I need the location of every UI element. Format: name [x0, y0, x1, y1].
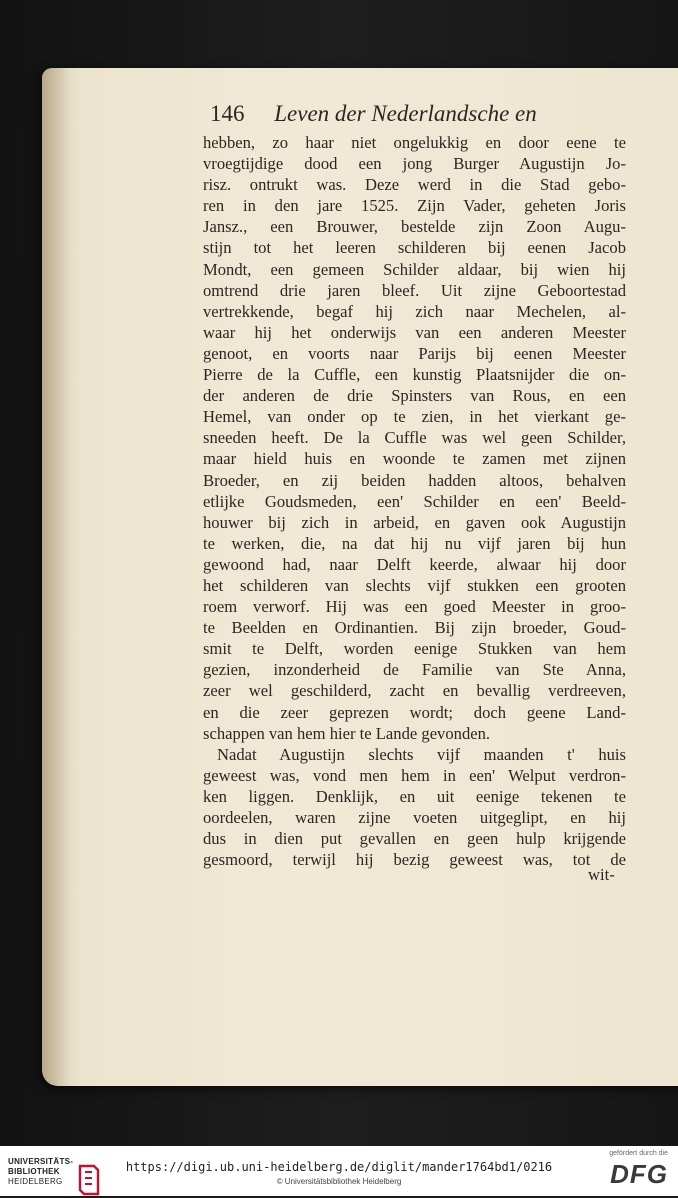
text-line: Mondt, een gemeen Schilder aldaar, bij wien hij: [203, 259, 626, 279]
text-line: te Beelden en Ordinantien. Bij zijn broeder, Goud-: [203, 618, 626, 638]
text-line: maar hield huis en woonde te zamen met zijnen: [203, 449, 626, 469]
text-line: etlijke Goudsmeden, een' Schilder en een' Beeld-: [203, 491, 626, 511]
dfg-logo[interactable]: DFG: [610, 1159, 668, 1189]
library-name-line2: BIBLIOTHEK: [8, 1167, 60, 1176]
copyright-notice: © Universitätsbibliothek Heidelberg: [276, 1177, 402, 1186]
text-line: oordeelen, waren zijne voeten uitgeglipt, en hij: [203, 808, 626, 827]
text-line: roem verworf. Hij was een goed Meester in groo-: [203, 597, 626, 617]
body-text: [203, 132, 626, 870]
text-line: het schilderen van slechts vijf stukken een grooten: [203, 575, 626, 595]
text-line: stijn tot het leeren schilderen bij eenen Jacob: [203, 238, 626, 258]
text-line: en die zeer geprezen wordt; doch geene Land-: [203, 702, 626, 722]
text-line: risz. ontrukt was. Deze werd in die Stad gebo-: [203, 175, 626, 195]
text-line: Broeder, en zij beiden hadden altoos, behalven: [203, 470, 626, 490]
library-name-line3: HEIDELBERG: [8, 1177, 63, 1186]
text-line: gesmoord, terwijl hij bezig geweest was, tot de: [203, 850, 626, 870]
text-line: gezien, inzonderheid de Familie van Ste Anna,: [203, 660, 626, 680]
text-line: waar hij het onderwijs van een anderen Meester: [203, 322, 626, 342]
text-line: omtrend drie jaren bleef. Uit zijne Geboortestad: [203, 280, 626, 300]
text-line: schappen van hem hier te Lande gevonden.: [203, 723, 491, 743]
text-line: zeer wel geschilderd, zacht en bevallig verdreeven,: [203, 681, 626, 701]
text-line: gewoond had, naar Delft keerde, alwaar hij door: [203, 554, 626, 574]
library-name-line1: UNIVERSITÄTS-: [8, 1157, 74, 1166]
page-header: [210, 101, 630, 127]
text-line: smit te Delft, worden eenige Stukken van hem: [203, 639, 626, 659]
running-title: Leven der Nederlandsche en: [274, 101, 537, 126]
text-line: vertrekkende, begaf hij zich naar Mechelen, al-: [203, 301, 626, 321]
text-line: geweest was, vond men hem in een' Welput verdron-: [203, 765, 626, 785]
page-number: 146: [210, 101, 245, 126]
funding-note: gefördert durch die: [609, 1150, 668, 1157]
text-line: Jansz., een Brouwer, bestelde zijn Zoon Augu-: [203, 217, 626, 237]
text-line: Nadat Augustijn slechts vijf maanden t' huis: [217, 744, 626, 764]
text-line: houwer bij zich in arbeid, en gaven ook Augustijn: [203, 512, 626, 532]
text-line: te werken, die, na dat hij nu vijf jaren bij hun: [203, 533, 626, 553]
text-line: Hemel, van onder op te zien, in het vierkant ge-: [203, 407, 626, 427]
page-url[interactable]: https://digi.ub.uni-heidelberg.de/diglit/mander1764bd1/0216: [125, 1160, 553, 1174]
text-line: genoot, en voorts naar Parijs bij eenen Meester: [203, 343, 626, 363]
catchword: wit-: [588, 865, 615, 884]
text-line: hebben, zo haar niet ongelukkig en door eene te: [203, 133, 626, 152]
text-line: sneeden heeft. De la Cuffle was wel geen Schilder,: [203, 428, 626, 448]
viewer-footer: [0, 1146, 678, 1196]
text-line: dus in dien put gevallen en geen hulp krijgende: [203, 829, 626, 849]
text-line: ren in den jare 1525. Zijn Vader, geheten Joris: [203, 196, 626, 216]
text-line: Pierre de la Cuffle, een kunstig Plaatsnijder die on-: [203, 365, 626, 385]
text-line: ken liggen. Denklijk, en uit eenige tekenen te: [203, 786, 626, 806]
text-line: der anderen de drie Spinsters van Rous, en een: [203, 386, 626, 406]
text-line: vroegtijdige dood een jong Burger Augustijn Jo-: [203, 154, 626, 174]
